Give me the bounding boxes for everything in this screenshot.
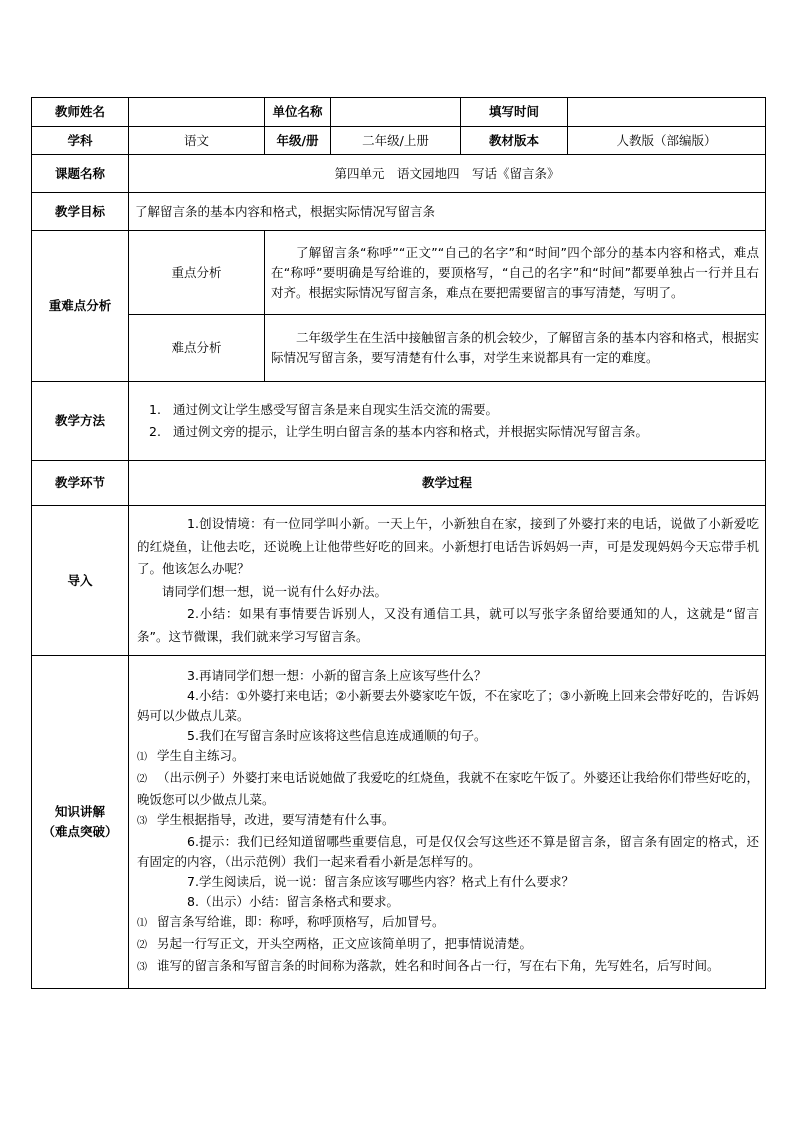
topic-value: 第四单元 语文园地四 写话《留言条》	[129, 155, 766, 193]
row-subject	[32, 127, 766, 155]
row-process-header	[32, 461, 766, 506]
intro-paragraph	[137, 513, 759, 581]
knowledge-num: ⑶	[137, 962, 147, 973]
row-goal	[32, 193, 766, 231]
method-item	[149, 421, 759, 443]
knowledge-num: 6.	[187, 834, 199, 849]
knowledge-text: 学生根据指导，改进，要写清楚有什么事。	[157, 812, 395, 827]
knowledge-line	[137, 666, 759, 686]
knowledge-text: 再请同学们想一想：小新的留言条上应该写些什么？	[198, 668, 487, 683]
row-key-analysis	[32, 231, 766, 315]
intro-paragraph	[137, 603, 759, 648]
row-intro	[32, 506, 766, 656]
row-knowledge	[32, 656, 766, 989]
methods-content	[129, 382, 766, 461]
stage-label: 教学环节	[32, 461, 129, 506]
subject-value: 语文	[129, 127, 265, 155]
lesson-plan-table	[31, 97, 766, 989]
goal-value: 了解留言条的基本内容和格式，根据实际情况写留言条	[129, 193, 766, 231]
knowledge-line	[137, 768, 759, 810]
difficulty-analysis-text	[265, 315, 766, 382]
method-num: 1.	[149, 402, 161, 417]
knowledge-text: 留言条写给谁，即：称呼，称呼顶格写，后加冒号。	[157, 914, 445, 929]
unit-value	[331, 98, 461, 127]
grade-value: 二年级/上册	[331, 127, 461, 155]
key-analysis-label: 重点分析	[129, 231, 265, 315]
process-label: 教学过程	[129, 461, 766, 506]
unit-label: 单位名称	[265, 98, 331, 127]
knowledge-label-line2: （难点突破）	[42, 824, 118, 839]
knowledge-text: 谁写的留言条和写留言条的时间称为落款，姓名和时间各占一行，写在右下角，先写姓名，后写时间。	[157, 958, 720, 973]
difficulty-analysis-label: 难点分析	[129, 315, 265, 382]
row-topic	[32, 155, 766, 193]
key-analysis-paragraph: 了解留言条“称呼”“正文”“自己的名字”和“时间”四个部分的基本内容和格式，难点在“称呼”要明确是写给谁的，要顶格写，“自己的名字”和“时间”都要单独占一行并且右对齐。根据实际情况写留言条，难点在要把需要留言的事写清楚，写明了。	[271, 244, 759, 300]
knowledge-text: （出示例子）外婆打来电话说她做了我爱吃的红烧鱼，我就不在家吃午饭了。外婆还让我给你们带些好吃的，晚饭您可以少做点儿菜。	[137, 770, 759, 807]
difficulty-analysis-paragraph: 二年级学生在生活中接触留言条的机会较少，了解留言条的基本内容和格式，根据实际情况写留言条，要写清楚有什么事，对学生来说都具有一定的难度。	[271, 330, 759, 365]
knowledge-num: ⑴	[137, 918, 147, 929]
knowledge-num: ⑶	[137, 816, 147, 827]
knowledge-text: 我们在写留言条时应该将这些信息连成通顺的句子。	[198, 728, 487, 743]
knowledge-num: ⑵	[137, 774, 147, 785]
intro-content	[129, 506, 766, 656]
row-difficulty-analysis	[32, 315, 766, 382]
row-methods	[32, 382, 766, 461]
knowledge-line	[137, 892, 759, 912]
knowledge-num: 5.	[187, 728, 199, 743]
row-teacher-info	[32, 98, 766, 127]
method-item	[149, 399, 759, 421]
method-text: 通过例文旁的提示，让学生明白留言条的基本内容和格式，并根据实际情况写留言条。	[173, 424, 649, 439]
knowledge-num: ⑵	[137, 940, 147, 951]
knowledge-num: 4.	[187, 688, 199, 703]
knowledge-line	[137, 832, 759, 872]
intro-text: 创设情境：有一位同学叫小新。一天上午，小新独自在家，接到了外婆打来的电话，说做了小新爱吃的红烧鱼，让他去吃，还说晚上让他带些好吃的回来。小新想打电话告诉妈妈一声，可是发现妈妈今天忘带手机了。他该怎么办呢？	[137, 516, 759, 576]
knowledge-num: 7.	[187, 874, 199, 889]
knowledge-num: ⑴	[137, 752, 147, 763]
knowledge-text: 小结：①外婆打来电话；②小新要去外婆家吃午饭，不在家吃了；③小新晚上回来会带好吃的，告诉妈妈可以少做点儿菜。	[137, 688, 759, 723]
knowledge-text: 提示：我们已经知道留哪些重要信息，可是仅仅会写这些还不算是留言条，留言条有固定的格式，还有固定的内容，（出示范例）我们一起来看看小新是怎样写的。	[137, 834, 759, 869]
method-num: 2.	[149, 424, 161, 439]
knowledge-num: 8.	[187, 894, 199, 909]
knowledge-line	[137, 810, 759, 832]
topic-label: 课题名称	[32, 155, 129, 193]
knowledge-line	[137, 956, 759, 978]
knowledge-line	[137, 746, 759, 768]
method-text: 通过例文让学生感受写留言条是来自现实生活交流的需要。	[173, 402, 499, 417]
knowledge-text: 另起一行写正文，开头空两格，正文应该简单明了，把事情说清楚。	[157, 936, 533, 951]
teacher-name-value	[129, 98, 265, 127]
goal-label: 教学目标	[32, 193, 129, 231]
date-label: 填写时间	[461, 98, 568, 127]
knowledge-line	[137, 872, 759, 892]
knowledge-text: （出示）小结：留言条格式和要求。	[198, 894, 399, 909]
knowledge-line	[137, 726, 759, 746]
knowledge-text: 学生阅读后，说一说：留言条应该写哪些内容？格式上有什么要求？	[198, 874, 574, 889]
grade-label: 年级/册	[265, 127, 331, 155]
subject-label: 学科	[32, 127, 129, 155]
edition-label: 教材版本	[461, 127, 568, 155]
analysis-label: 重难点分析	[32, 231, 129, 382]
teacher-name-label: 教师姓名	[32, 98, 129, 127]
knowledge-line	[137, 934, 759, 956]
knowledge-line	[137, 686, 759, 726]
date-value	[568, 98, 766, 127]
intro-paragraph: 请同学们想一想，说一说有什么好办法。	[162, 583, 388, 599]
knowledge-text: 学生自主练习。	[157, 748, 245, 763]
knowledge-label-line1: 知识讲解	[54, 804, 105, 819]
knowledge-num: 3.	[187, 668, 199, 683]
intro-num: 1.	[187, 516, 199, 531]
key-analysis-text	[265, 231, 766, 315]
intro-text: 小结：如果有事情要告诉别人，又没有通信工具，就可以写张字条留给要通知的人，这就是“留言条”。这节微课，我们就来学习写留言条。	[137, 606, 759, 644]
knowledge-label	[32, 656, 129, 989]
knowledge-content	[129, 656, 766, 989]
methods-label: 教学方法	[32, 382, 129, 461]
knowledge-line	[137, 912, 759, 934]
edition-value: 人教版（部编版）	[568, 127, 766, 155]
intro-num: 2.	[187, 606, 199, 621]
intro-label: 导入	[32, 506, 129, 656]
